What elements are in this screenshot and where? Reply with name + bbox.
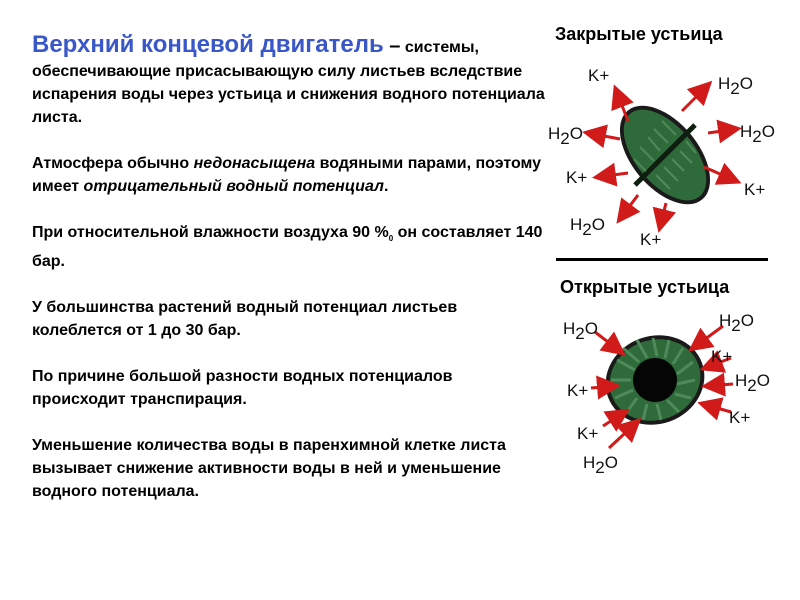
diagram-divider [556,258,768,261]
closed-h2o-label-2: H2O [548,124,583,148]
closed-k-label-4: K+ [640,230,662,249]
paragraph-transpiration: По причине большой разности водных потенциалов происходит транспирация. [32,368,453,409]
closed-stoma-diagram [540,55,790,255]
heading-dash: – [383,35,401,57]
open-h2o-label-1: H2O [563,319,598,343]
open-stomata-title: Открытые устьица [560,277,730,297]
open-k-label-2: K+ [567,381,589,400]
open-h2o-label-4: H2O [583,453,618,477]
definition-text: системы, обеспечивающие присасывающую силу листьев вследствие испарения воды через устьица и снижения водного потенциала листа. [32,39,545,126]
open-k-label-4: K+ [577,424,599,443]
atmosphere-text-b: водяными парами, поэтому имеет [32,155,542,195]
paragraph-atmosphere [32,152,547,198]
closed-h2o-label-3: H2O [740,122,775,146]
paragraph-parenchyma: Уменьшение количества воды в паренхимной клетке листа вызывает снижение активности воды в ней и уменьшение водного потенциала. [32,437,506,501]
paragraph-humidity [32,221,547,273]
paragraph-range: У большинства растений водный потенциал листьев колеблется от 1 до 30 бар. [32,299,458,340]
closed-k-label-1: K+ [588,66,610,85]
open-k-label-1: K+ [711,347,733,366]
open-stoma-diagram [555,308,795,478]
atmosphere-italic-2: отрицательный водный потенциал [83,178,384,195]
closed-k-label-2: K+ [566,168,588,187]
open-k-label-3: K+ [729,408,751,427]
paragraph-definition [32,30,547,129]
closed-guard-cells [602,89,727,220]
atmosphere-text-c: . [383,178,389,195]
closed-k-label-3: K+ [744,180,766,199]
open-h2o-label-2: H2O [719,311,754,335]
text-column [32,30,547,526]
closed-h2o-label-4: H2O [570,215,605,239]
closed-stomata-title: Закрытые устьица [555,24,723,44]
closed-h2o-label-1: H2O [718,74,753,98]
open-h2o-label-3: H2O [735,371,770,395]
humidity-text-a: При относительной влажности воздуха 90 % [32,224,389,241]
atmosphere-italic-1: недонасыщена [193,155,316,172]
atmosphere-text-a: Атмосфера обычно [32,155,194,172]
heading: Верхний концевой двигатель [32,31,384,58]
humidity-subscript: 0 [388,234,394,244]
humidity-text-b: он составляет 140 бар. [32,224,543,271]
